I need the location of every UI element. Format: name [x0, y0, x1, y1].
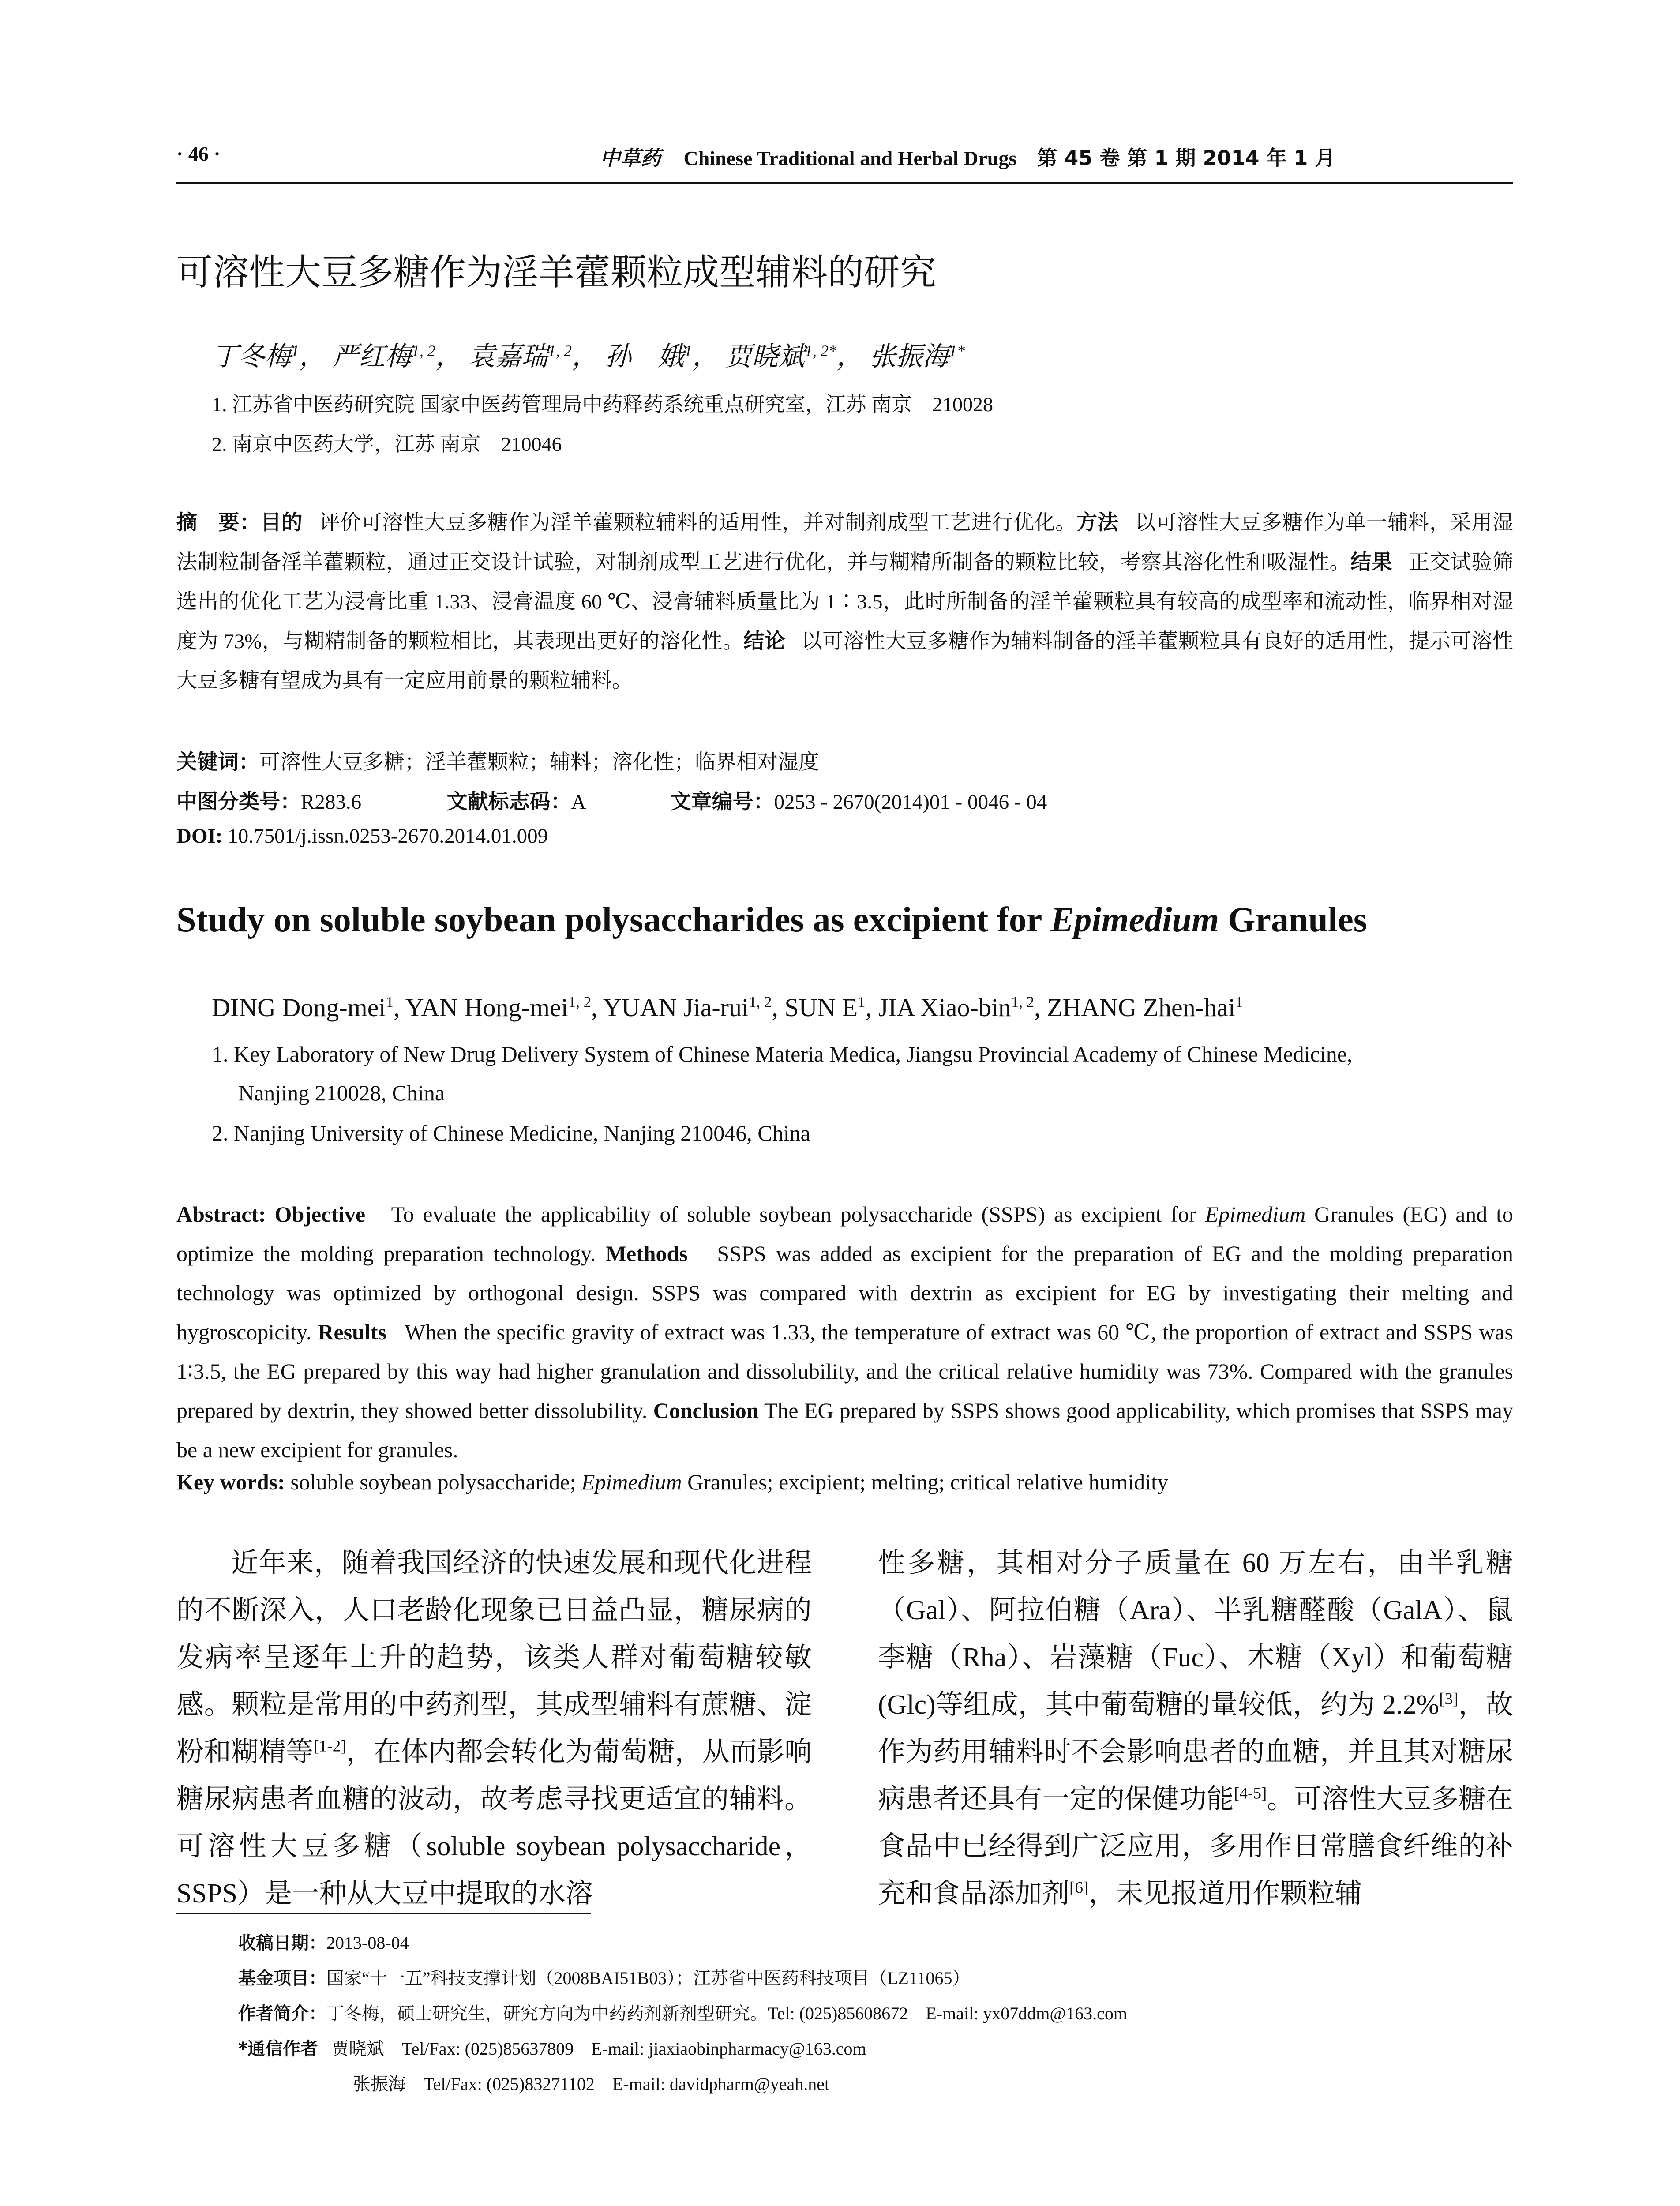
- footnote-label: 收稿日期：: [238, 1933, 326, 1953]
- cn-conclusion-text: 以可溶性大豆多糖作为辅料制备的淫羊藿颗粒具有良好的适用性，提示可溶性大豆多糖有望成为具有一定应用前景的颗粒辅料。: [176, 630, 1514, 692]
- en-objective-italic: Epimedium: [1205, 1202, 1306, 1227]
- aff-mark: 1, 2: [1011, 993, 1035, 1011]
- en-keywords-text: soluble soybean polysaccharide;: [290, 1470, 581, 1494]
- clc-value: R283.6: [301, 791, 362, 814]
- citation: [1-2]: [313, 1737, 346, 1756]
- cn-author: 丁冬梅: [212, 342, 291, 371]
- journal-cn-logo: 中草药: [600, 146, 661, 170]
- footnote-received: [238, 1929, 409, 1954]
- cn-keywords: [176, 746, 819, 775]
- en-keywords-label: Key words:: [176, 1470, 285, 1494]
- en-affiliation-1-line: Nanjing 210028, China: [238, 1080, 445, 1105]
- cn-keywords-label: 关键词：: [176, 750, 259, 774]
- article-no-value: 0253 - 2670(2014)01 - 0046 - 04: [774, 791, 1047, 814]
- cn-methods-text: 以可溶性大豆多糖作为单一辅料，采用湿法制粒制备淫羊藿颗粒，通过正交设计试验，对制剂成型工艺进行优化，并与糊精所制备的颗粒比较，考察其溶化性和吸湿性。: [176, 511, 1514, 574]
- cn-conclusion-label: 结论: [743, 629, 786, 653]
- en-affiliation-2: 2. Nanjing University of Chinese Medicine, Nanjing 210046, China: [212, 1121, 810, 1145]
- cn-objective-label: 目的: [260, 510, 303, 535]
- footnote-author: [238, 2000, 1127, 2025]
- cn-results-label: 结果: [1350, 550, 1393, 574]
- en-author: JIA Xiao-bin: [878, 993, 1011, 1022]
- cn-affiliation-1: 1. 江苏省中医药研究院 国家中医药管理局中药释药系统重点研究室，江苏 南京 210028: [212, 393, 993, 416]
- cn-objective-text: 评价可溶性大豆多糖作为淫羊藿颗粒辅料的适用性，并对制剂成型工艺进行优化。: [319, 511, 1076, 534]
- footnote-text: 国家“十一五”科技支撑计划（2008BAI51B03）；江苏省中医药科技项目（LZ11065）: [326, 1968, 970, 1988]
- footnote-divider: [176, 1913, 591, 1914]
- cn-classification: [176, 785, 1047, 815]
- journal-issue: 第 45 卷 第 1 期 2014 年 1 月: [1037, 146, 1335, 170]
- en-author: YAN Hong-mei: [405, 993, 568, 1022]
- en-methods-text: SSPS was added as excipient for the preparation of EG and the molding preparation technology was optimized by orthogonal design. SSPS was compared with dextrin as excipient for EG by investigating their melting and hygroscopicity.: [176, 1241, 1514, 1344]
- footnote-label: 作者简介：: [238, 2003, 326, 2024]
- body-column-right: [878, 1540, 1513, 1917]
- en-abstract: [176, 1195, 1513, 1470]
- aff-mark: 1: [684, 342, 692, 360]
- en-affiliation-1-line: 1. Key Laboratory of New Drug Delivery System of Chinese Materia Medica, Jiangsu Provincial Academy of Chinese Medicine,: [212, 1042, 1353, 1066]
- en-objective-text: Granules (EG) and to optimize the molding preparation technology.: [176, 1202, 1514, 1266]
- en-affiliation-1: [212, 1035, 1513, 1112]
- cn-abstract-label: 摘 要：: [176, 510, 261, 535]
- en-author: DING Dong-mei: [212, 993, 386, 1022]
- doi-label: DOI:: [176, 825, 223, 848]
- en-objective-text: To evaluate the applicability of soluble soybean polysaccharide (SSPS) as excipient for: [391, 1202, 1205, 1227]
- cn-author: 张振海: [870, 342, 949, 371]
- body-text: 。可溶性大豆多糖在食品中已经得到广泛应用，多用作日常膳食纤维的补充和食品添加剂: [878, 1784, 1513, 1909]
- cn-affiliation-2: 2. 南京中医药大学，江苏 南京 210046: [212, 433, 562, 455]
- en-methods-label: Methods: [605, 1241, 688, 1266]
- doc-code-value: A: [571, 791, 585, 814]
- aff-mark: 1, 2: [749, 993, 772, 1011]
- cn-author: 袁嘉瑞: [469, 342, 548, 371]
- cn-keywords-text: 可溶性大豆多糖；淫羊藿颗粒；辅料；溶化性；临界相对湿度: [259, 751, 819, 774]
- en-keywords-italic: Epimedium: [581, 1470, 682, 1494]
- aff-mark: 1, 2*: [805, 342, 836, 360]
- aff-mark: 1: [291, 342, 299, 360]
- en-authors: DING Dong-mei$^1$, YAN Hong-mei$^{1, 2}$, YUAN Jia-rui$^{1, 2}$, SUN $E^1$, JIA Xiao-bin$^{1, 2}$, ZHANG Zhen-hai$^1$: [212, 993, 1243, 1022]
- aff-mark: 1, 2: [568, 993, 592, 1011]
- en-abstract-label: Abstract:: [176, 1202, 266, 1227]
- en-author: ZHANG Zhen-hai: [1047, 993, 1235, 1022]
- en-objective-label: Objective: [274, 1202, 366, 1227]
- doi-value: 10.7501/j.issn.0253-2670.2014.01.009: [228, 825, 548, 848]
- en-conclusion-text: The EG prepared by SSPS shows good applicability, which promises that SSPS may be a new excipient for granules.: [176, 1398, 1513, 1462]
- citation: [6]: [1069, 1879, 1089, 1897]
- aff-mark: 1, 2: [548, 342, 572, 360]
- aff-mark: 1: [858, 993, 866, 1011]
- running-header: [176, 142, 1513, 184]
- footnote-corresponding-2: 张振海 Tel/Fax: (025)83271102 E-mail: davidpharm@yeah.net: [353, 2074, 830, 2094]
- en-title-part: Study on soluble soybean polysaccharides as excipient for: [176, 900, 1050, 939]
- body-text: ，在体内都会转化为葡萄糖，从而影响糖尿病患者血糖的波动，故考虑寻找更适宜的辅料。可溶性大豆多糖（soluble soybean polysaccharide，SSPS）是一种从大豆中提取的水溶: [176, 1737, 812, 1909]
- doc-code-label: 文献标志码：: [446, 790, 571, 814]
- cn-authors: 丁冬梅$^1$， 严红梅$^{1, 2}$， 袁嘉瑞$^{1, 2}$， 孙 娥$^1$， 贾晓斌$^{1, 2*}$， 张振海$^{1*}$: [212, 342, 965, 371]
- journal-en-name: Chinese Traditional and Herbal Drugs: [683, 147, 1017, 169]
- body-text: ，故作为药用辅料时不会影响患者的血糖，并且其对糖尿病患者还具有一定的保健功能: [878, 1690, 1513, 1814]
- cn-author: 贾晓斌: [725, 342, 805, 371]
- en-keywords-text: Granules; excipient; melting; critical relative humidity: [682, 1470, 1169, 1494]
- page-number: · 46 ·: [176, 143, 221, 165]
- doi-line: [176, 824, 548, 848]
- body-column-left: [176, 1540, 812, 1917]
- cn-methods-label: 方法: [1076, 510, 1119, 535]
- aff-mark: 1: [386, 993, 394, 1011]
- en-title-part: Granules: [1219, 900, 1367, 939]
- body-text: 性多糖，其相对分子质量在 60 万左右，由半乳糖（Gal）、阿拉伯糖（Ara）、半乳糖醛酸（GalA）、鼠李糖（Rha）、岩藻糖（Fuc）、木糖（Xyl）和葡萄糖(Glc)等组成，其中葡萄糖的量较低，约为 2.2%: [878, 1548, 1513, 1720]
- body-text: ，未见报道用作颗粒辅: [1088, 1879, 1362, 1909]
- cn-author: 孙 娥: [605, 342, 684, 371]
- cn-results-text: 正交试验筛选出的优化工艺为浸膏比重 1.33、浸膏温度 60 ℃、浸膏辅料质量比为 1∶3.5，此时所制备的淫羊藿颗粒具有较高的成型率和流动性，临界相对湿度为 73%，与糊精制备的颗粒相比，其表现出更好的溶化性。: [176, 551, 1514, 653]
- cn-abstract: [176, 503, 1513, 701]
- footnote-label: *通信作者: [238, 2039, 318, 2059]
- footnote-fund: [238, 1964, 970, 1989]
- footnote-corresponding: [238, 2035, 866, 2060]
- en-author: SUN E: [784, 993, 858, 1022]
- en-results-label: Results: [318, 1320, 386, 1344]
- journal-line: [600, 142, 1335, 171]
- en-conclusion-label: Conclusion: [653, 1398, 759, 1423]
- footnote-label: 基金项目：: [238, 1968, 326, 1988]
- citation: [4-5]: [1234, 1784, 1267, 1803]
- aff-mark: 1, 2: [412, 342, 435, 360]
- aff-mark: 1: [1235, 993, 1243, 1011]
- cn-author: 严红梅: [332, 342, 412, 371]
- citation: [3]: [1439, 1690, 1459, 1708]
- en-author: YUAN Jia-rui: [603, 993, 749, 1022]
- footnote-text: 2013-08-04: [326, 1933, 409, 1953]
- en-results-text: When the specific gravity of extract was 1.33, the temperature of extract was 60 ℃, the proportion of extract and SSPS was 1∶3.5, the EG prepared by this way had higher granulation and dissolubility, and the critical relative humidity was 73%. Compared with the granules prepared by dextrin, they showed better dissolubility.: [176, 1320, 1513, 1423]
- article-no-label: 文章编号：: [670, 790, 774, 814]
- cn-title: 可溶性大豆多糖作为淫羊藿颗粒成型辅料的研究: [176, 251, 937, 293]
- en-title: [176, 900, 1367, 940]
- aff-mark: 1*: [949, 342, 965, 360]
- en-keywords: [176, 1469, 1168, 1495]
- footnote-text: 丁冬梅，硕士研究生，研究方向为中药药剂新剂型研究。Tel: (025)85608672 E-mail: yx07ddm@163.com: [326, 2003, 1128, 2023]
- en-title-italic: Epimedium: [1050, 900, 1219, 939]
- body-text: 近年来，随着我国经济的快速发展和现代化进程的不断深入，人口老龄化现象已日益凸显，糖尿病的发病率呈逐年上升的趋势，该类人群对葡萄糖较敏感。颗粒是常用的中药剂型，其成型辅料有蔗糖、淀粉和糊精等: [176, 1548, 812, 1767]
- clc-label: 中图分类号：: [176, 790, 301, 814]
- footnote-text: 贾晓斌 Tel/Fax: (025)85637809 E-mail: jiaxiaobinpharmacy@163.com: [331, 2039, 866, 2059]
